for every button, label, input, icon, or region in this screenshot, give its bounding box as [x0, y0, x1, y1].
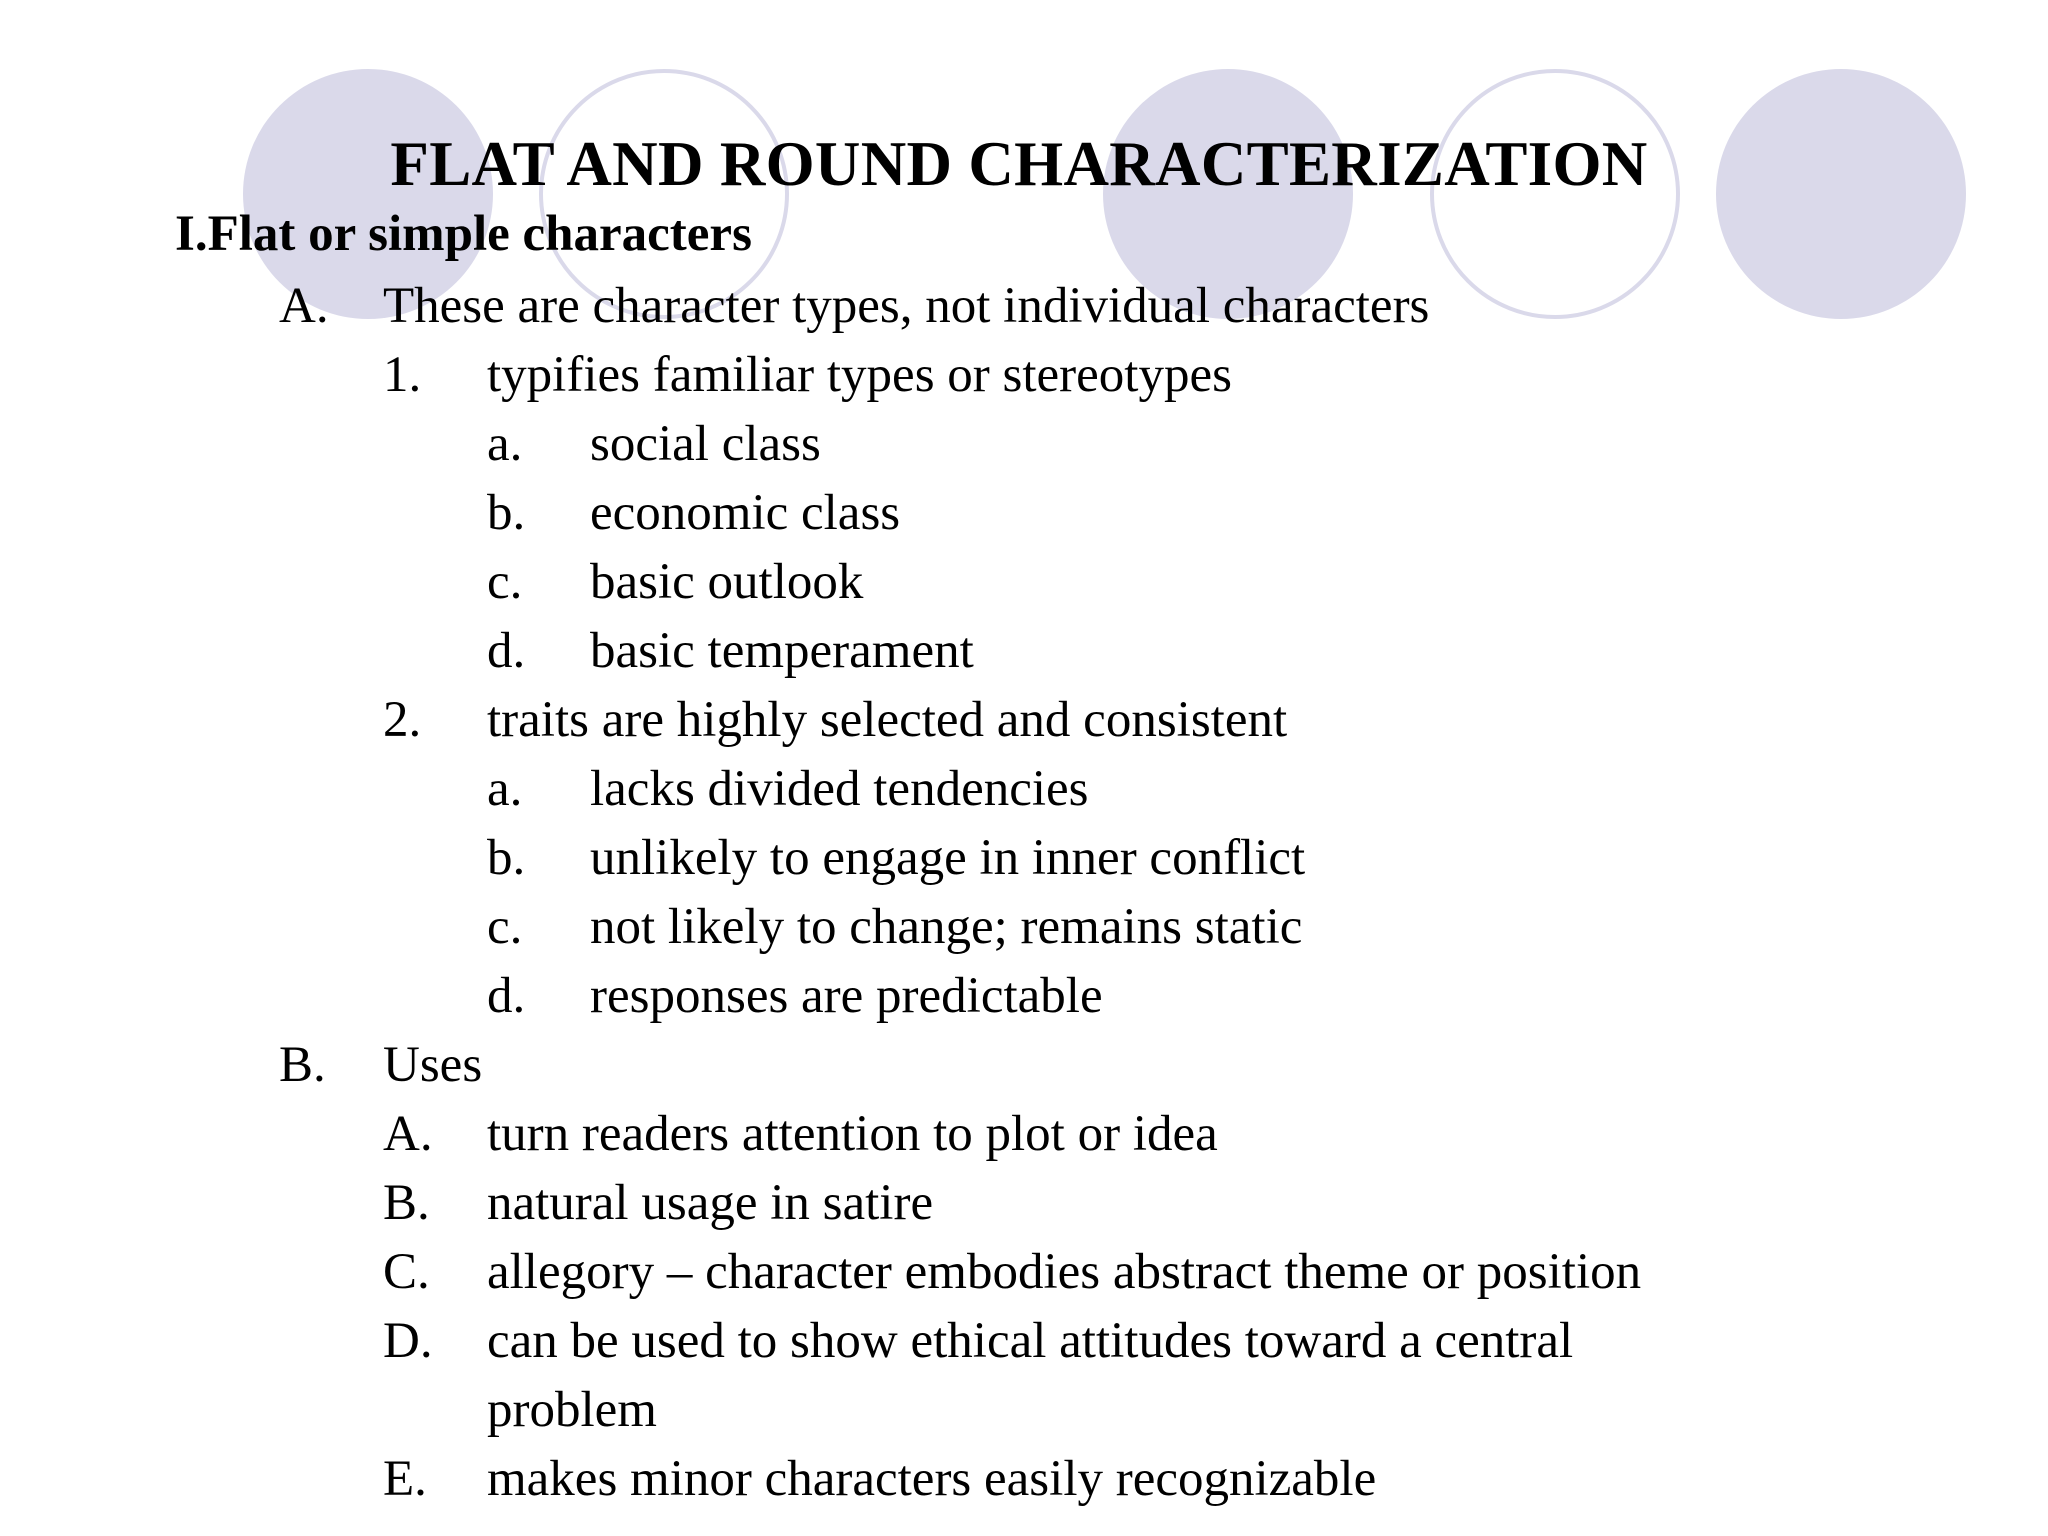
outline-text: makes minor characters easily recognizable — [487, 1451, 1377, 1507]
outline-text: lacks divided tendencies — [590, 761, 1089, 817]
outline-text: typifies familiar types or stereotypes — [487, 347, 1232, 403]
outline-text: responses are predictable — [590, 968, 1103, 1024]
outline-text: allegory – character embodies abstract theme or position — [487, 1244, 1642, 1300]
outline-marker: b. — [487, 830, 526, 886]
outline-text: unlikely to engage in inner conflict — [590, 830, 1306, 886]
outline-marker: B. — [383, 1175, 430, 1231]
outline-marker: a. — [487, 416, 523, 472]
outline-marker: a. — [487, 761, 523, 817]
outline-text: basic temperament — [590, 623, 974, 679]
outline-text: social class — [590, 416, 821, 472]
outline-text: Uses — [383, 1037, 483, 1093]
outline-marker: E. — [383, 1451, 427, 1507]
outline-text: natural usage in satire — [487, 1175, 934, 1231]
outline-marker: d. — [487, 968, 526, 1024]
outline-text: traits are highly selected and consistent — [487, 692, 1288, 748]
outline-text: These are character types, not individual characters — [383, 278, 1430, 334]
outline-marker: 1. — [383, 347, 422, 403]
outline-text: turn readers attention to plot or idea — [487, 1106, 1218, 1162]
outline-text: economic class — [590, 485, 901, 541]
outline-marker: c. — [487, 554, 523, 610]
outline-text: can be used to show ethical attitudes toward a central — [487, 1313, 1574, 1369]
outline-marker: c. — [487, 899, 523, 955]
outline-marker: C. — [383, 1244, 430, 1300]
outline-marker: 2. — [383, 692, 422, 748]
outline-text: basic outlook — [590, 554, 864, 610]
outline-marker: b. — [487, 485, 526, 541]
slide-title-text: FLAT AND ROUND CHARACTERIZATION — [390, 129, 1648, 199]
outline-marker: D. — [383, 1313, 433, 1369]
outline-text: not likely to change; remains static — [590, 899, 1303, 955]
slide-title — [0, 129, 2048, 199]
outline-marker: B. — [279, 1037, 326, 1093]
section-heading: I.Flat or simple characters — [175, 206, 752, 262]
outline-marker: A. — [383, 1106, 433, 1162]
outline-marker: d. — [487, 623, 526, 679]
outline-text: problem — [487, 1382, 657, 1438]
outline-marker: A. — [279, 278, 329, 334]
